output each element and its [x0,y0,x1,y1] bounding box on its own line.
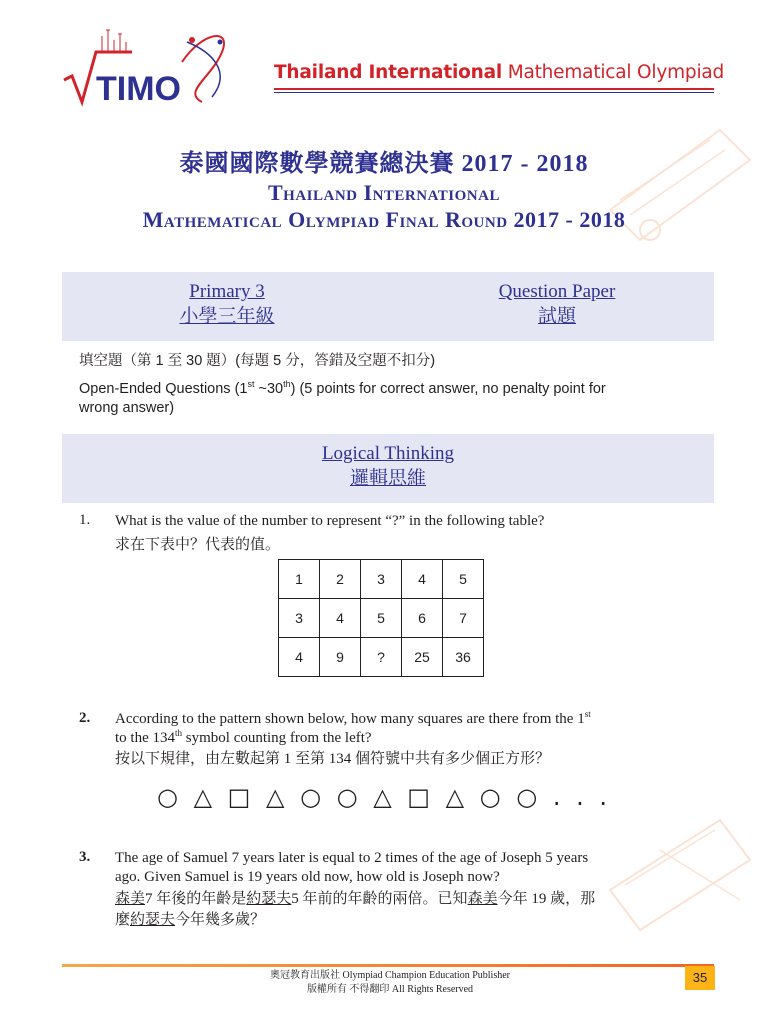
table-cell: 9 [320,638,361,677]
instructions-chinese: 填空題（第 1 至 30 題）(每題 5 分，答錯及空題不扣分) [79,353,436,369]
question-1-chinese: 求在下表中？代表的值。 [115,537,281,553]
table-row [279,638,484,677]
table-cell: 25 [402,638,443,677]
header-title [274,62,724,83]
footer-rights: 版權所有 不得翻印 All Rights Reserved [306,984,474,995]
table-row [279,560,484,599]
title-english-line2: Mathematical Olympiad Final Round 2017 - 2018 [142,207,626,232]
section-title-english: Logical Thinking [321,443,455,464]
footer-rule [62,964,714,967]
table-cell: 4 [279,638,320,677]
section-title-chinese: 邏輯思維 [349,468,426,489]
paper-chinese: 試題 [537,306,576,327]
footer-publisher: 奧冠教育出版社 Olympiad Champion Education Publisher [270,970,510,981]
question-3-english-line1: The age of Samuel 7 years later is equal to 2 times of the age of Joseph 5 years [115,850,589,866]
shape-pattern: ○ △ □ △ ○ ○ △ □ △ ○ ○ . . . [157,783,611,811]
question-1-number: 1. [79,512,91,528]
table-cell: 1 [279,560,320,599]
table-cell: 2 [320,560,361,599]
question-3-number: 3. [79,849,91,865]
table-cell: 5 [361,599,402,638]
instructions-english-line2: wrong answer) [79,400,175,416]
title-chinese: 泰國國際數學競賽總決賽 2017 - 2018 [179,151,589,177]
table-cell: 5 [443,560,484,599]
svg-text:TIMO: TIMO [96,70,181,108]
question-2-number: 2. [79,710,91,726]
table-row [279,599,484,638]
table-cell: 36 [443,638,484,677]
header-rule-red [274,88,714,90]
table-cell: 7 [443,599,484,638]
question-1-table [278,559,484,677]
table-cell: 3 [361,560,402,599]
title-english-line1: Thailand International [268,180,500,205]
grade-chinese: 小學三年級 [179,306,275,327]
instructions-english: Open-Ended Questions (1st ~30th) (5 points for correct answer, no penalty point for [79,379,606,397]
table-cell: 4 [320,599,361,638]
page-number: 35 [685,966,715,990]
info-band [62,272,714,341]
question-2-english-line1: According to the pattern shown below, how many squares are there from the 1st [115,709,591,727]
header-title-rest: Mathematical Olympiad [502,62,725,83]
section-band [62,434,714,503]
question-3-chinese-line1: 森美7 年後的年齡是約瑟夫5 年前的年齡的兩倍。已知森美今年 19 歲，那 [115,891,596,907]
grade-english: Primary 3 [189,281,265,302]
paper-english: Question Paper [498,281,616,302]
table-cell: 6 [402,599,443,638]
timo-logo [62,22,272,108]
question-1-english: What is the value of the number to represent “?” in the following table? [115,513,545,529]
table-cell: 3 [279,599,320,638]
table-cell: 4 [402,560,443,599]
header-title-bold: Thailand International [274,62,503,83]
header-rule-blue [274,92,714,93]
question-2-chinese: 按以下規律，由左數起第 1 至第 134 個符號中共有多少個正方形？ [115,751,551,767]
question-3-english-line2: ago. Given Samuel is 19 years old now, how old is Joseph now? [115,869,500,885]
question-3-chinese-line2: 麼約瑟夫今年幾多歲？ [115,912,266,928]
decorative-scroll-graphic-bottom [600,790,760,940]
question-2-english-line2: to the 134th symbol counting from the left? [115,728,372,746]
table-cell: ? [361,638,402,677]
